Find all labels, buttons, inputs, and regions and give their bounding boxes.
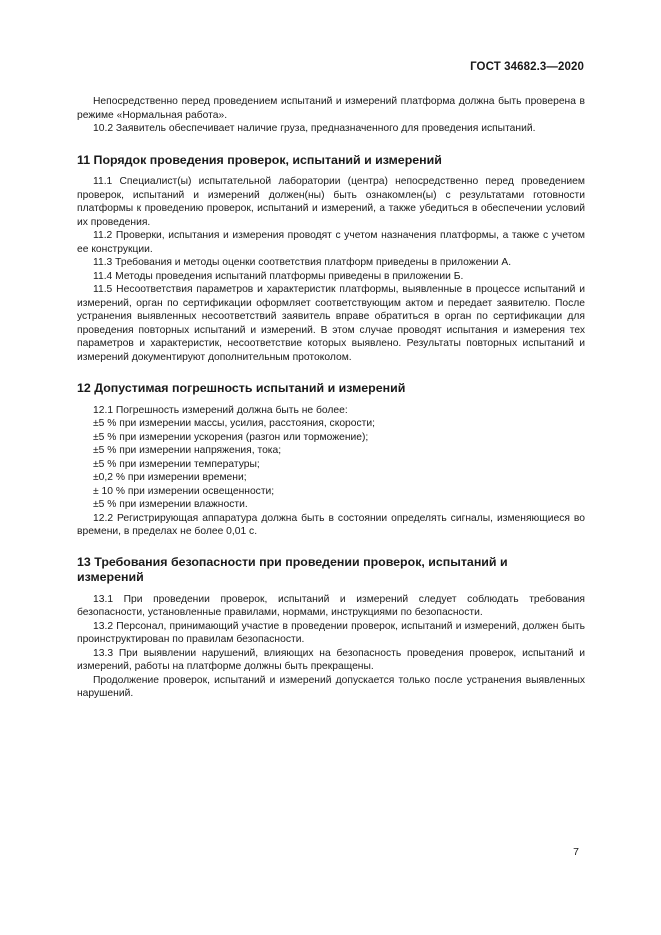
list-item: ±5 % при измерении напряжения, тока; [93,445,282,456]
section-12-title: 12 Допустимая погрешность испытаний и измерений [77,381,406,395]
list-item: ±5 % при измерении ускорения (разгон или торможение); [93,431,369,443]
paragraph-13-2: 13.2 Персонал, принимающий участие в проведении проверок, испытаний и измерений, должен быть проинструктирован по правилам безопасности. [77,620,585,645]
section-13-title: 13 Требования безопасности при проведении проверок, испытаний и измерений [77,554,508,584]
page-number: 7 [573,846,579,858]
list-item: ± 10 % при измерении освещенности; [93,485,275,497]
paragraph-11-2: 11.2 Проверки, испытания и измерения проводят с учетом назначения платформы, а также с учетом ее конструкции. [77,230,585,255]
paragraph-11-4: 11.4 Методы проведения испытаний платформы приведены в приложении Б. [93,270,464,282]
paragraph-12-2: 12.2 Регистрирующая аппаратура должна быть в состоянии определять сигналы, изменяющиеся во времени, в пределах не более 0,01 с. [77,512,585,537]
document-body [77,95,585,701]
paragraph-11-1: 11.1 Специалист(ы) испытательной лаборатории (центра) непосредственно перед проведением проверок, испытаний и измерений должен(ны) быть ознакомлен(ы) с результатами готовности платформы к проведению проверок, испытаний и измерений, а также убедиться в обеспечении условий их проведения. [77,176,585,228]
list-item: ±5 % при измерении массы, усилия, расстояния, скорости; [93,418,375,429]
section-11-title: 11 Порядок проведения проверок, испытаний и измерений [77,152,442,167]
paragraph-13-3: 13.3 При выявлении нарушений, влияющих на безопасность проведения проверок, испытаний и измерений, работы на платформе должны быть прекращены. [77,647,585,672]
tolerance-list [77,417,585,512]
list-item: ±5 % при измерении температуры; [93,458,260,470]
list-item: ±5 % при измерении влажности. [93,499,248,510]
document-code: ГОСТ 34682.3—2020 [470,61,584,73]
intro-paragraph-2: 10.2 Заявитель обеспечивает наличие груза, предназначенного для проведения испытаний. [93,123,536,134]
list-item: ±0,2 % при измерении времени; [93,472,247,483]
paragraph-11-5: 11.5 Несоответствия параметров и характеристик платформы, выявленные в процессе испытаний и измерений, орган по сертификации оформляет соответствующим актом и передает заявителю. После устранения выявленных несоответствий заявитель вправе обратиться в орган по сертификации для проведения повторных испытаний и измерений. В этом случае проводят испытания и измерения тех параметров и характеристик, несоответствие которых выявлено. Результаты повторных испытаний и измерений документируют дополнительным протоколом. [77,284,585,363]
paragraph-13-1: 13.1 При проведении проверок, испытаний и измерений следует соблюдать требования безопасности, установленные правилами, нормами, инструкциями по безопасности. [77,593,585,618]
paragraph-13-4: Продолжение проверок, испытаний и измерений допускается только после устранения выявленных нарушений. [77,674,585,699]
intro-paragraph-1: Непосредственно перед проведением испытаний и измерений платформа должна быть проверена в режиме «Нормальная работа». [77,96,585,121]
paragraph-12-1: 12.1 Погрешность измерений должна быть не более: [93,404,348,416]
paragraph-11-3: 11.3 Требования и методы оценки соответствия платформ приведены в приложении А. [93,257,512,268]
